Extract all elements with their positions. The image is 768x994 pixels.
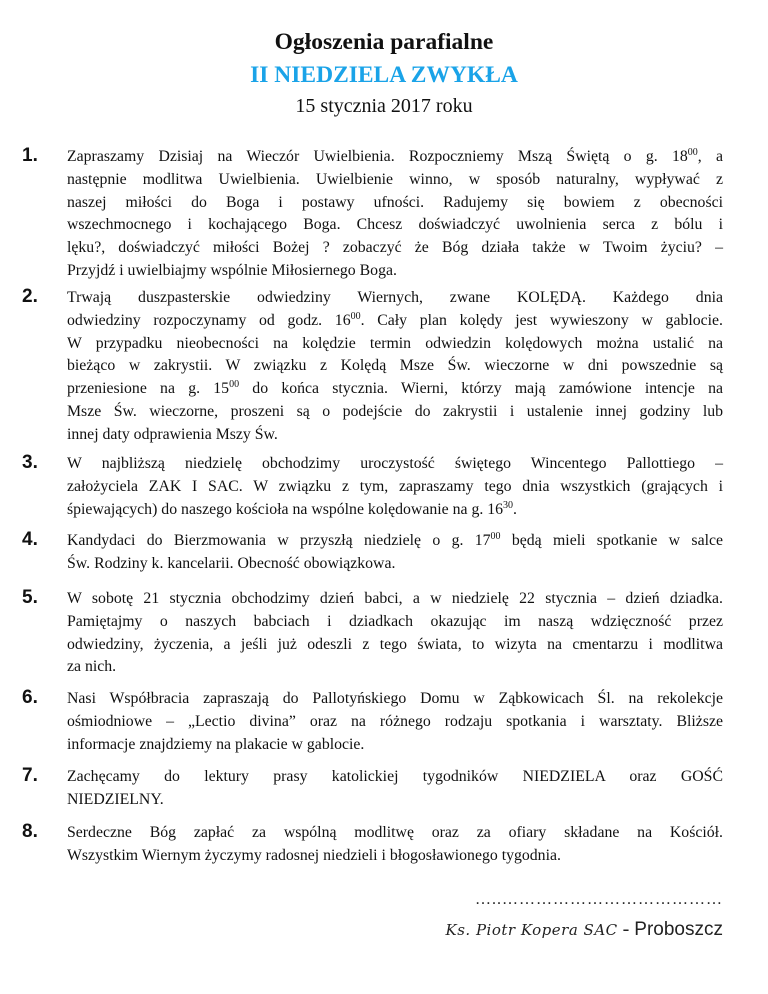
- text-line: [67, 453, 723, 476]
- signature-separator: -: [617, 918, 635, 940]
- item-text: [67, 530, 723, 576]
- item-number: 6.: [22, 687, 38, 708]
- text-run: założyciela ZAK I SAC. W związku z tym, zapraszamy tego dnia wszystkich (grających i: [67, 477, 723, 495]
- item-text: [67, 146, 723, 283]
- text-run: Nasi Współbracia zapraszają do Pallotyńskiego Domu w Ząbkowicach Śl. na rekolekcje: [67, 690, 723, 707]
- signature-role: Proboszcz: [634, 919, 723, 940]
- item-number: 8.: [22, 821, 38, 842]
- text-run: Trwają duszpasterskie odwiedziny Wiernych, zwane KOLĘDĄ. Każdego dnia: [67, 289, 723, 306]
- text-line: [67, 845, 723, 868]
- text-line: [67, 634, 723, 657]
- item-text: [67, 588, 723, 679]
- time-superscript: 00: [490, 531, 501, 542]
- text-line: [67, 530, 723, 553]
- signature-name: Ks. Piotr Kopera SAC: [445, 921, 618, 939]
- text-line: [67, 656, 723, 679]
- signature-line: …..…………………………………: [475, 891, 723, 908]
- text-run: . Cały plan kolędy jest wywieszony w gablocie.: [360, 311, 724, 329]
- item-text: [67, 766, 723, 812]
- text-run: innej daty odprawienia Mszy Św.: [67, 425, 278, 443]
- text-run: Wszystkim Wiernym życzymy radosnej niedzieli i błogosławionego tygodnia.: [67, 846, 561, 864]
- text-run: następnie modlitwa Uwielbienia. Uwielbienie winno, w sposób naturalny, wypływać z: [67, 170, 723, 188]
- text-line: [67, 260, 723, 283]
- text-line: [67, 378, 723, 401]
- text-line: [67, 734, 723, 757]
- item-number: 4.: [22, 529, 38, 550]
- signature: [380, 918, 723, 941]
- text-line: [67, 192, 723, 215]
- text-run: , a: [697, 148, 723, 165]
- text-line: [67, 424, 723, 447]
- text-run: wszechmocnego i kochającego Boga. Chcesz doświadczyć uwolnienia serca z bólu i: [67, 216, 723, 234]
- text-run: Msze Św. wieczorne, proszeni są o podejście do zakrystii i ustalenie innej godziny lub: [67, 402, 723, 420]
- text-run: Św. Rodziny k. kancelarii. Obecność obowiązkowa.: [67, 554, 396, 572]
- time-superscript: 00: [687, 147, 698, 158]
- text-line: [67, 553, 723, 576]
- text-line: [67, 611, 723, 634]
- text-line: [67, 766, 723, 789]
- text-run: Pamiętajmy o naszych babciach i dziadkach okazując im naszą wdzięczność przez: [67, 612, 723, 630]
- text-run: W najbliższą niedzielę obchodzimy uroczystość świętego Wincentego Pallottiego –: [67, 455, 723, 472]
- time-superscript: 00: [350, 310, 361, 322]
- text-run: Przyjdź i uwielbiajmy wspólnie Miłosiernego Boga.: [67, 261, 397, 279]
- text-run: do końca stycznia. Wierni, którzy mają zamówione intencje na: [239, 380, 723, 398]
- text-line: [67, 146, 723, 169]
- text-run: ośmiodniowe – „Lectio divina” oraz na różnego rodzaju spotkania i warsztaty. Bliższe: [67, 712, 723, 730]
- time-superscript: 30: [503, 499, 514, 511]
- item-number: 2.: [22, 286, 38, 307]
- text-line: [67, 310, 723, 333]
- text-line: [67, 711, 723, 734]
- text-line: [67, 401, 723, 424]
- text-run: bieżąco w zakrystii. W związku z Kolędą Msze Św. wieczorne w dni powszednie są: [67, 357, 723, 375]
- text-line: [67, 822, 723, 845]
- text-line: [67, 499, 723, 522]
- text-run: śpiewających) do naszego kościoła na wspólne kolędowanie na g. 16: [67, 500, 504, 518]
- text-line: [67, 169, 723, 192]
- time-superscript: 00: [229, 379, 240, 391]
- text-run: informacje znajdziemy na plakacie w gablocie.: [67, 735, 365, 753]
- text-run: Zachęcamy do lektury prasy katolickiej tygodników NIEDZIELA oraz GOŚĆ: [67, 768, 723, 785]
- text-run: Serdeczne Bóg zapłać za wspólną modlitwę oraz za ofiary składane na Kościół.: [67, 824, 723, 841]
- text-line: [67, 588, 723, 611]
- item-number: 1.: [22, 145, 38, 166]
- sunday-name: II NIEDZIELA ZWYKŁA: [250, 62, 518, 88]
- text-run: za nich.: [67, 658, 117, 676]
- item-text: [67, 453, 723, 521]
- item-text: [67, 287, 723, 447]
- text-run: odwiedziny, życzenia, a jeśli już odeszli z tego świata, to wizyta na cmentarzu i modlitwa: [67, 635, 723, 653]
- item-text: [67, 822, 723, 868]
- text-run: .: [513, 500, 517, 518]
- item-number: 7.: [22, 765, 38, 786]
- text-run: odwiedziny rozpoczynamy od godz. 16: [67, 311, 351, 329]
- item-number: 3.: [22, 452, 38, 473]
- text-run: lęku?, doświadczyć miłości Bożej ? zobaczyć że Bóg działa także w Twoim życiu? –: [67, 239, 723, 257]
- text-run: W sobotę 21 stycznia obchodzimy dzień babci, a w niedzielę 22 stycznia – dzień dziadka.: [67, 590, 723, 607]
- item-number: 5.: [22, 587, 38, 608]
- text-run: W przypadku nieobecności na kolędzie termin odwiedzin kolędowych można ustalić na: [67, 334, 723, 352]
- item-text: [67, 688, 723, 756]
- text-line: [67, 287, 723, 310]
- text-run: Zapraszamy Dzisiaj na Wieczór Uwielbienia. Rozpoczniemy Mszą Świętą o g. 18: [67, 148, 688, 165]
- text-line: [67, 355, 723, 378]
- text-run: Kandydaci do Bierzmowania w przyszłą niedzielę o g. 17: [67, 532, 491, 549]
- date-line: 15 stycznia 2017 roku: [295, 95, 473, 117]
- text-line: [67, 476, 723, 499]
- text-line: [67, 789, 723, 812]
- text-line: [67, 214, 723, 237]
- text-line: [67, 688, 723, 711]
- text-run: NIEDZIELNY.: [67, 790, 164, 808]
- text-line: [67, 333, 723, 356]
- text-run: będą mieli spotkanie w salce: [500, 532, 723, 549]
- text-run: przeniesione na g. 15: [67, 380, 230, 398]
- text-run: naszej miłości do Boga i postawy ufności. Radujemy się bowiem z obecności: [67, 193, 723, 211]
- text-line: [67, 237, 723, 260]
- page-title: Ogłoszenia parafialne: [274, 29, 494, 55]
